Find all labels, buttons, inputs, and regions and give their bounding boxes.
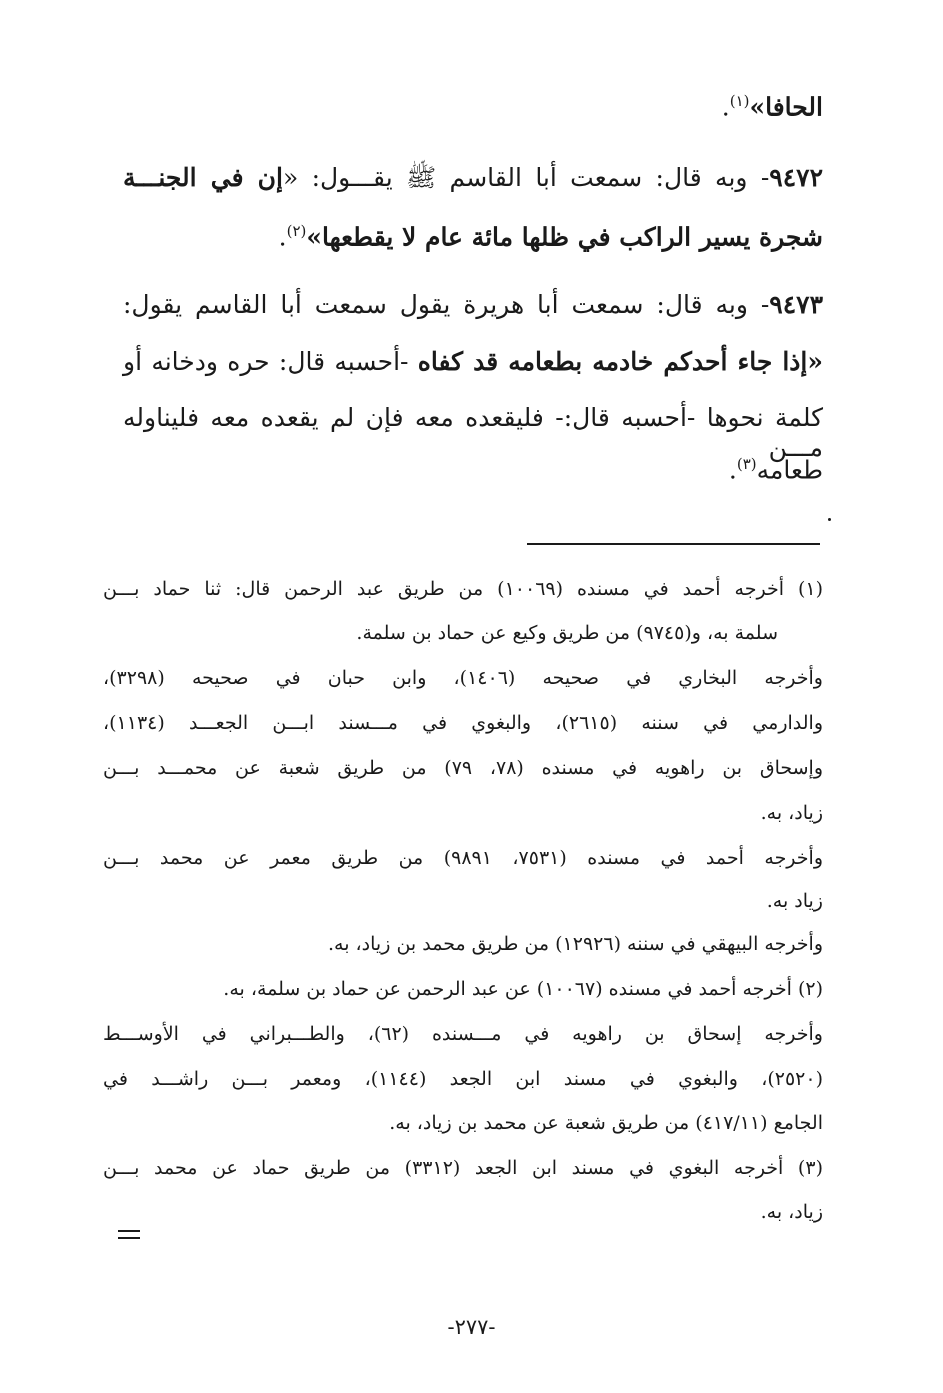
hadith-9472-intro: - وبه قال: سمعت أبا القاسم ﷺ يقـــول: «	[282, 163, 770, 192]
footnote-ref-2: (٢)	[286, 222, 307, 240]
footnote-3-line1: (٣) أخرجه البغوي في مسند ابن الجعد (٣٣١٢) من طريق حماد عن محمد بـــن	[103, 1157, 823, 1179]
hadith-9473-line1	[123, 290, 823, 320]
footnote-1-line3: وأخرجه البخاري في صحيحه (١٤٠٦)، وابن حبان في صحيحه (٣٢٩٨)،	[103, 667, 823, 689]
hadith-9472-line1	[123, 163, 823, 193]
footnote-2-line4: الجامع (٤١٧/١١) من طريق شعبة عن محمد بن زياد، به.	[389, 1112, 823, 1134]
footnote-1-line9: وأخرجه البيهقي في سننه (١٢٩٢٦) من طريق محمد بن زياد، به.	[328, 933, 823, 955]
hadith-9473-line3-text: كلمة نحوها -أحسبه قال:- فليقعده معه فإن لم يقعده معه فليناوله مـــن	[123, 403, 823, 462]
footnote-2-line3: (٢٥٢٠)، والبغوي في مسند ابن الجعد (١١٤٤)، ومعمر بـــن راشـــد في	[103, 1068, 824, 1090]
hadith-9473-line4-text: طعامه	[756, 455, 823, 485]
footnote-separator	[527, 543, 820, 545]
hadith-text-bold: الحافا»	[749, 92, 823, 122]
hadith-9473-line4: طعامه$^{(٣)}$.	[728, 455, 823, 485]
hadith-9473-line2-rest: -أحسبه قال: حره ودخانه أو	[123, 347, 418, 376]
hadith-9472-matn-start: إن في الجنـــة	[123, 163, 283, 192]
page-number: -٢٧٧-	[447, 1315, 496, 1339]
footnote-1-line2: سلمة به، و(٩٧٤٥) من طريق وكيع عن حماد بن سلمة.	[356, 622, 778, 644]
hadith-9472-matn-end: شجرة يسير الراكب في ظلها مائة عام لا يقطعها»	[306, 222, 823, 252]
footnote-ref-3: (٣)	[736, 455, 757, 473]
hadith-9473-isnad: - وبه قال: سمعت أبا هريرة يقول سمعت أبا القاسم يقول:	[123, 290, 770, 319]
footnote-1-line4: والدارمي في سننه (٢٦١٥)، والبغوي في مـــسند ابـــن الجعـــد (١١٣٤)،	[103, 712, 823, 734]
footnote-ref-1: (١)	[729, 92, 750, 110]
hadith-number-9472: ٩٤٧٢	[769, 163, 823, 192]
footnote-1-line6: زياد، به.	[760, 802, 823, 824]
hadith-9473-line3	[123, 403, 823, 463]
hadith-9473-matn-bold: «إذا جاء أحدكم خادمه بطعامه قد كفاه	[417, 347, 823, 376]
footnote-1-line5: وإسحاق بن راهويه في مسنده (٧٨، ٧٩) من طريق شعبة عن محمـــد بـــن	[103, 757, 823, 779]
hadith-9473-line2	[123, 347, 823, 377]
end-of-page-mark	[118, 1230, 140, 1244]
stray-dot	[828, 518, 831, 521]
hadith-number-9473: ٩٤٧٣	[769, 290, 823, 319]
continuation-line: الحافا»$^{(١)}$.	[721, 92, 823, 122]
footnote-1-line8: زياد به.	[766, 890, 823, 912]
hadith-9472-line2: شجرة يسير الراكب في ظلها مائة عام لا يقطعها»$^{(٢)}$.	[278, 222, 823, 252]
footnote-2-line2: وأخرجه إسحاق بن راهويه في مـــسنده (٦٢)، والطـــبراني في الأوســـط	[103, 1023, 823, 1045]
footnote-1-line1: (١) أخرجه أحمد في مسنده (١٠٠٦٩) من طريق عبد الرحمن قال: ثنا حماد بـــن	[103, 578, 823, 600]
footnote-3-line2: زياد، به.	[760, 1201, 823, 1223]
footnote-1-line7: وأخرجه أحمد في مسنده (٧٥٣١، ٩٨٩١) من طريق معمر عن محمد بـــن	[103, 847, 823, 869]
footnote-2-line1: (٢) أخرجه أحمد في مسنده (١٠٠٦٧) عن عبد الرحمن عن حماد بن سلمة، به.	[223, 978, 823, 1000]
